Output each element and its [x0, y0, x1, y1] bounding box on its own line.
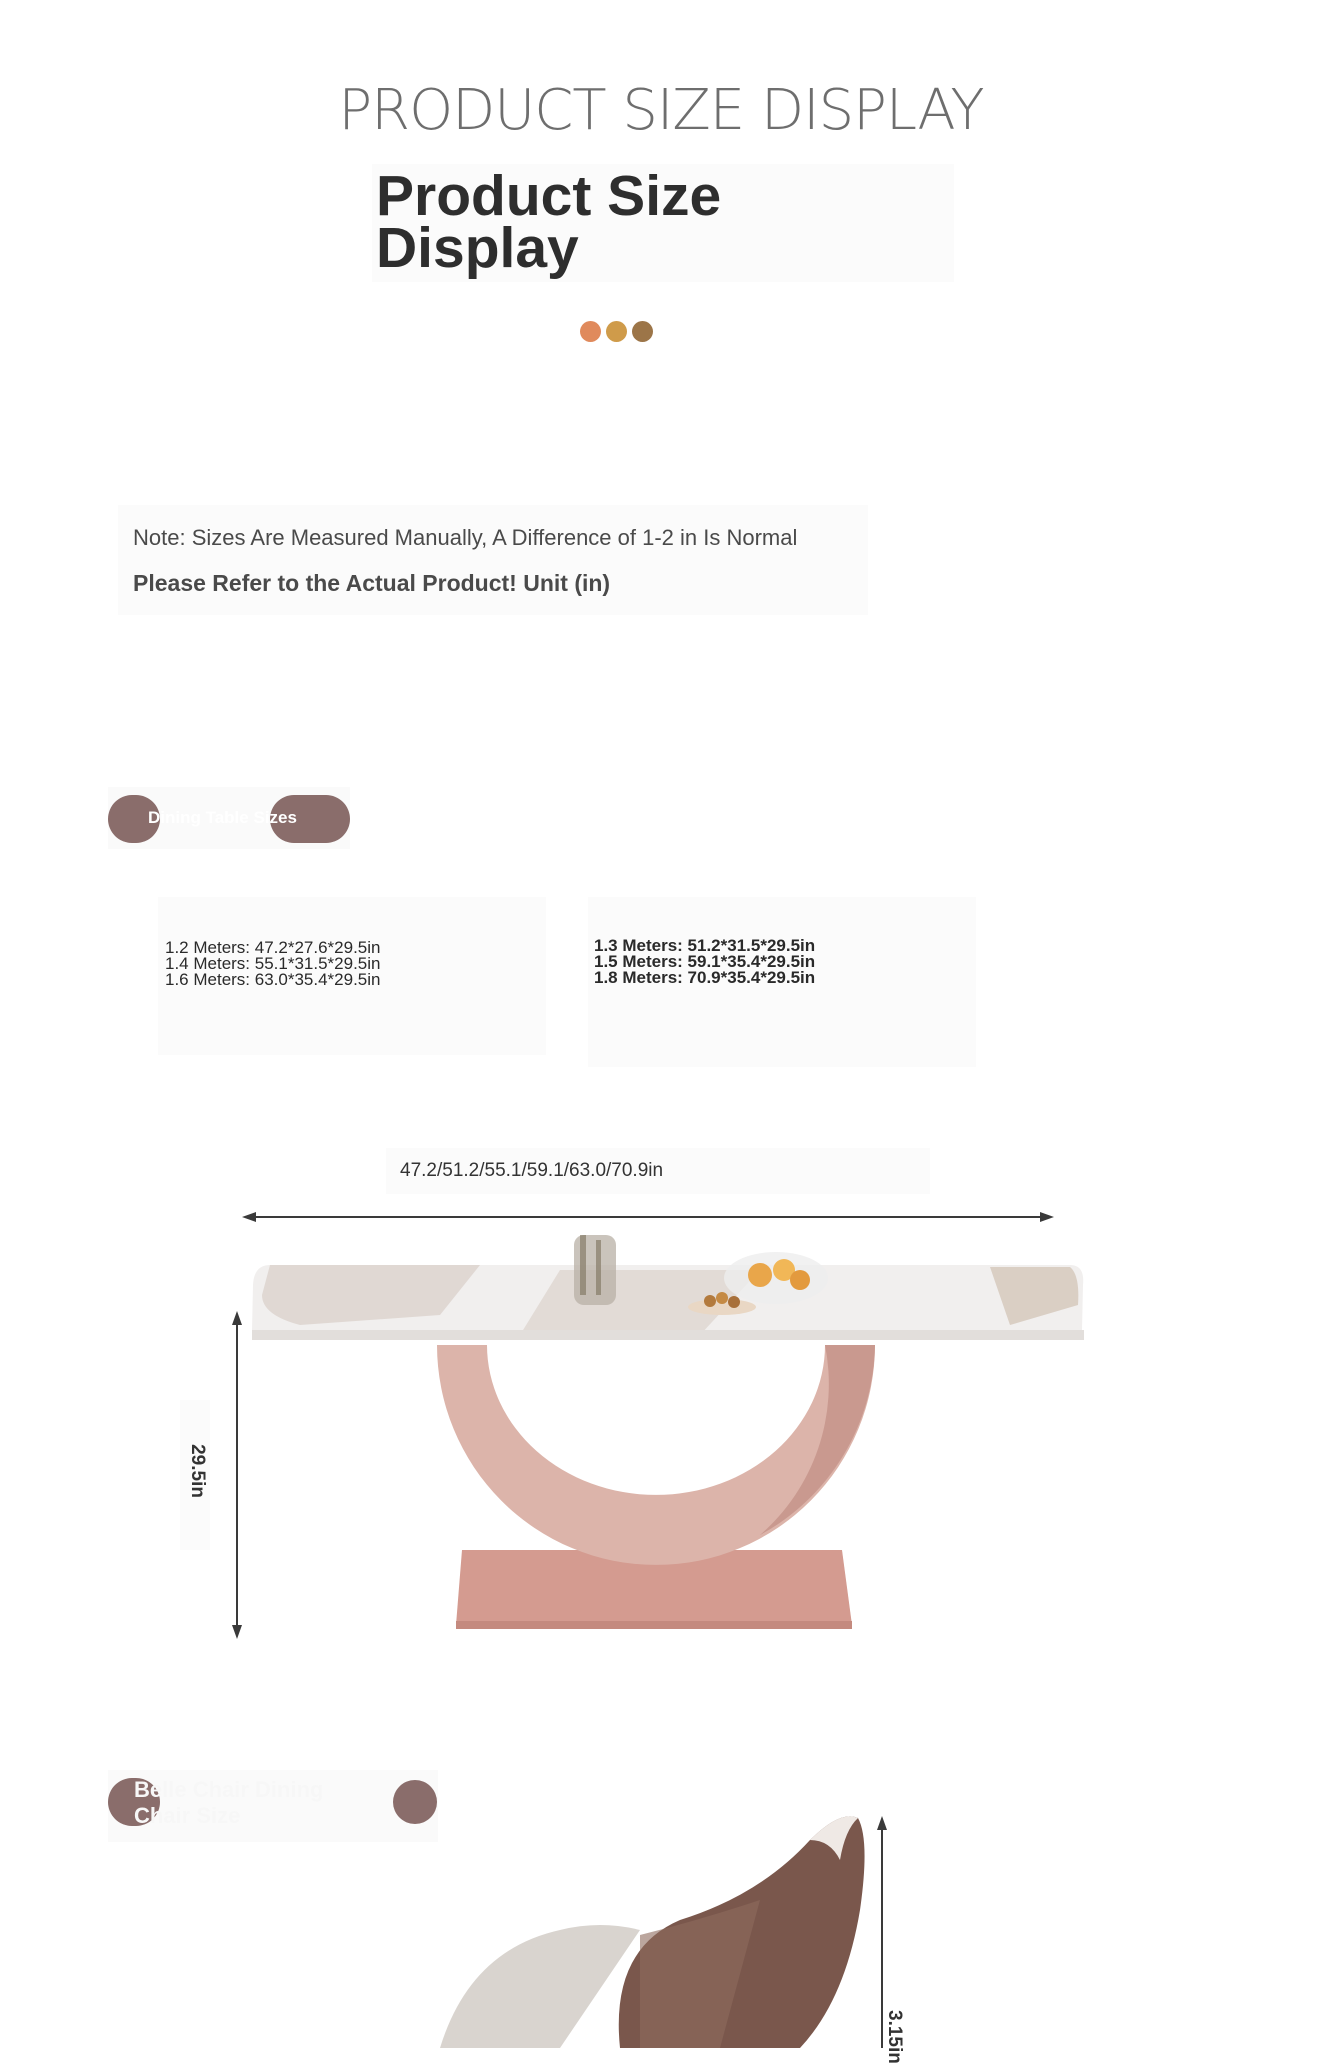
- decor-dot-1: [580, 321, 601, 342]
- height-arrow: [232, 1311, 242, 1639]
- chair-shell: [440, 1816, 865, 2048]
- table-section-label: Dining Table Sizes: [148, 808, 297, 827]
- chair-height-label: 3.15in: [884, 2010, 905, 2064]
- chair-illustration: [0, 1800, 1322, 2048]
- chair-section-label: Belle Chair Dining Chair Size: [134, 1777, 324, 1828]
- width-dimension-label: 47.2/51.2/55.1/59.1/63.0/70.9in: [400, 1160, 664, 1181]
- width-arrow: [242, 1212, 1054, 1222]
- measurement-note: Note: Sizes Are Measured Manually, A Difference of 1-2 in Is Normal: [133, 525, 798, 550]
- height-dimension-label: 29.5in: [186, 1444, 208, 1498]
- page-title: Product Size Display: [376, 164, 722, 280]
- table-top: [252, 1265, 1084, 1340]
- table-leg: [437, 1345, 875, 1565]
- sizes-right: 1.3 Meters: 51.2*31.5*29.5in 1.5 Meters: 59.1*35.4*29.5in 1.8 Meters: 70.9*35.4*29.5in: [594, 936, 816, 987]
- unit-note: Please Refer to the Actual Product! Unit (in): [133, 570, 611, 596]
- sizes-left: 1.2 Meters: 47.2*27.6*29.5in 1.4 Meters: 55.1*31.5*29.5in 1.6 Meters: 63.0*35.4*29.5in: [165, 938, 381, 989]
- decor-dot-2: [606, 321, 627, 342]
- vase: [574, 1235, 616, 1305]
- hero-title: PRODUCT SIZE DISPLAY: [338, 78, 984, 143]
- note-backdrop: [118, 505, 868, 615]
- fruit-bowl: [724, 1252, 828, 1304]
- decor-dot-3: [632, 321, 653, 342]
